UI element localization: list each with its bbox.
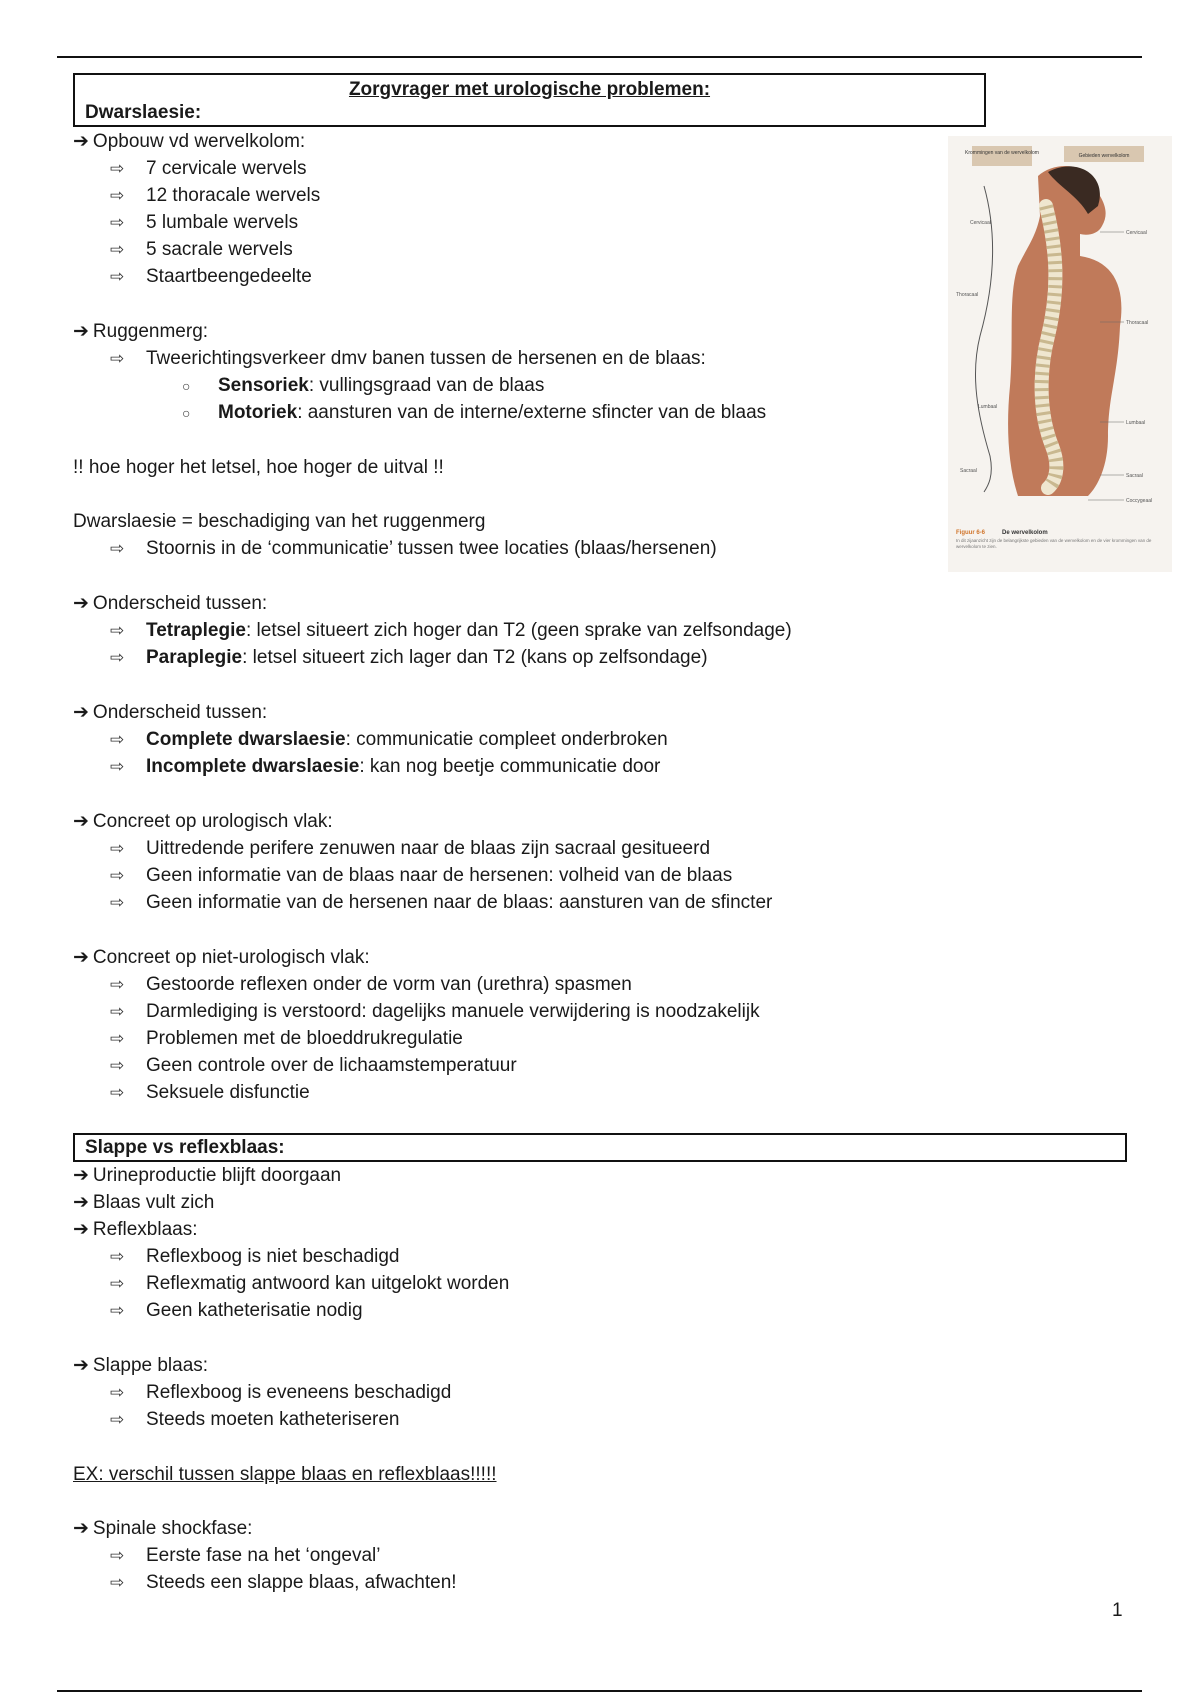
list-item: ⇨ Reflexmatig antwoord kan uitgelokt worden xyxy=(110,1270,509,1297)
arrow-right-icon: ➔ xyxy=(73,702,89,723)
list-heading: ➔ Concreet op niet-urologisch vlak: xyxy=(73,947,370,968)
caption-title: De wervelkolom xyxy=(1002,530,1048,536)
arrow-right-icon: ➔ xyxy=(73,1192,89,1213)
list-item: ⇨ Uittredende perifere zenuwen naar de blaas zijn sacraal gesitueerd xyxy=(110,835,710,862)
section-heading: Slappe vs reflexblaas: xyxy=(85,1137,285,1158)
arrow-bullet-icon: ⇨ xyxy=(110,1383,125,1402)
arrow-bullet-icon: ⇨ xyxy=(110,1274,125,1293)
list-item: ⇨ Tetraplegie: letsel situeert zich hoger dan T2 (geen sprake van zelfsondage) xyxy=(110,617,792,644)
list-item: ⇨ Steeds moeten katheteriseren xyxy=(110,1406,400,1433)
list-heading: ➔ Reflexblaas: xyxy=(73,1219,198,1240)
arrow-right-icon: ➔ xyxy=(73,811,89,832)
arrow-right-icon: ➔ xyxy=(73,1165,89,1186)
list-item: ⇨ Geen informatie van de hersenen naar de blaas: aansturen van de sfincter xyxy=(110,889,772,916)
list-item: ⇨ 5 sacrale wervels xyxy=(110,236,293,263)
definition-text: Dwarslaesie = beschadiging van het ruggenmerg xyxy=(73,511,486,532)
list-item: ⇨ Seksuele disfunctie xyxy=(110,1079,310,1106)
list-item: ⇨ Paraplegie: letsel situeert zich lager dan T2 (kans op zelfsondage) xyxy=(110,644,708,671)
arrow-right-icon: ➔ xyxy=(73,131,89,152)
list-item: ⇨ 12 thoracale wervels xyxy=(110,182,320,209)
list-item: ⇨ Problemen met de bloeddrukregulatie xyxy=(110,1025,463,1052)
exam-note: EX: verschil tussen slappe blaas en reflexblaas!!!!! xyxy=(73,1464,497,1485)
figure-label-box xyxy=(972,146,1032,166)
arrow-bullet-icon: ⇨ xyxy=(110,1247,125,1266)
list-item: ⇨ Staartbeengedeelte xyxy=(110,263,312,290)
arrow-bullet-icon: ⇨ xyxy=(110,866,125,885)
arrow-bullet-icon: ⇨ xyxy=(110,1410,125,1429)
list-item: ⇨ Eerste fase na het ‘ongeval’ xyxy=(110,1542,381,1569)
list-item: ⇨ Reflexboog is eveneens beschadigd xyxy=(110,1379,451,1406)
list-item: ⇨ Geen informatie van de blaas naar de hersenen: volheid van de blaas xyxy=(110,862,732,889)
top-rule xyxy=(57,56,1142,58)
list-item: ⇨ Gestoorde reflexen onder de vorm van (urethra) spasmen xyxy=(110,971,632,998)
arrow-right-icon: ➔ xyxy=(73,593,89,614)
region-label: Thoracaal xyxy=(1126,320,1149,326)
circle-bullet-icon: ○ xyxy=(182,405,191,421)
list-item: ⇨ Geen katheterisatie nodig xyxy=(110,1297,363,1324)
curve-label: Lumbaal xyxy=(978,404,998,410)
arrow-bullet-icon: ⇨ xyxy=(110,975,125,994)
arrow-right-icon: ➔ xyxy=(73,1219,89,1240)
arrow-right-icon: ➔ xyxy=(73,1355,89,1376)
list-item: ⇨ 5 lumbale wervels xyxy=(110,209,298,236)
list-item: ⇨ Reflexboog is niet beschadigd xyxy=(110,1243,400,1270)
list-heading: ➔ Onderscheid tussen: xyxy=(73,702,268,723)
list-heading: ➔ Spinale shockfase: xyxy=(73,1518,253,1539)
page-title: Zorgvrager met urologische problemen: xyxy=(348,79,711,100)
arrow-bullet-icon: ⇨ xyxy=(110,1056,125,1075)
arrow-right-icon: ➔ xyxy=(73,947,89,968)
arrow-bullet-icon: ⇨ xyxy=(110,1301,125,1320)
spine-figure xyxy=(948,136,1172,572)
arrow-bullet-icon: ⇨ xyxy=(110,893,125,912)
list-item: ⇨ 7 cervicale wervels xyxy=(110,155,307,182)
curve-label: Thoracaal xyxy=(956,292,979,298)
arrow-bullet-icon: ⇨ xyxy=(110,839,125,858)
section-heading: Dwarslaesie: xyxy=(85,102,202,123)
list-subitem: ○ Sensoriek: vullingsgraad van de blaas xyxy=(182,372,544,399)
list-heading: ➔ Ruggenmerg: xyxy=(73,321,209,342)
arrow-bullet-icon: ⇨ xyxy=(110,757,125,776)
arrow-bullet-icon: ⇨ xyxy=(110,186,125,205)
region-label: Sacraal xyxy=(1126,473,1143,479)
arrow-bullet-icon: ⇨ xyxy=(110,1029,125,1048)
arrow-bullet-icon: ⇨ xyxy=(110,1002,125,1021)
bottom-rule xyxy=(57,1690,1142,1692)
arrow-bullet-icon: ⇨ xyxy=(110,539,125,558)
page-number: 1 xyxy=(1112,1600,1123,1621)
caption-number: Figuur 6-6 xyxy=(956,530,986,536)
arrow-bullet-icon: ⇨ xyxy=(110,1573,125,1592)
arrow-bullet-icon: ⇨ xyxy=(110,240,125,259)
list-item: ⇨ Complete dwarslaesie: communicatie compleet onderbroken xyxy=(110,726,668,753)
arrow-bullet-icon: ⇨ xyxy=(110,1083,125,1102)
title-box xyxy=(73,73,986,127)
list-heading: ➔ Onderscheid tussen: xyxy=(73,593,268,614)
arrow-right-icon: ➔ xyxy=(73,1518,89,1539)
arrow-bullet-icon: ⇨ xyxy=(110,267,125,286)
arrow-bullet-icon: ⇨ xyxy=(110,159,125,178)
list-item: ⇨ Darmlediging is verstoord: dagelijks manuele verwijdering is noodzakelijk xyxy=(110,998,760,1025)
arrow-bullet-icon: ⇨ xyxy=(110,1546,125,1565)
circle-bullet-icon: ○ xyxy=(182,378,191,394)
curve-label: Cervicaal xyxy=(970,220,991,226)
caption-text: In dit zijaanzicht zijn de belangrijkste gebieden van de wervelkolom en de vier krommingen van de wervelkolom te zien. xyxy=(956,538,1152,549)
list-item: ⇨ Stoornis in de ‘communicatie’ tussen twee locaties (blaas/hersenen) xyxy=(110,535,717,562)
list-heading: ➔ Slappe blaas: xyxy=(73,1355,209,1376)
list-item: ⇨ Steeds een slappe blaas, afwachten! xyxy=(110,1569,457,1596)
list-heading: ➔ Blaas vult zich xyxy=(73,1192,215,1213)
list-heading: ➔ Urineproductie blijft doorgaan xyxy=(73,1165,342,1186)
figure-label-left: Krommingen van de wervelkolom xyxy=(965,150,1039,156)
list-item: ⇨ Incomplete dwarslaesie: kan nog beetje communicatie door xyxy=(110,753,660,780)
arrow-bullet-icon: ⇨ xyxy=(110,349,125,368)
region-label: Coccygeaal xyxy=(1126,498,1153,504)
list-heading: ➔ Opbouw vd wervelkolom: xyxy=(73,131,306,152)
arrow-bullet-icon: ⇨ xyxy=(110,621,125,640)
list-item: ⇨ Tweerichtingsverkeer dmv banen tussen de hersenen en de blaas: xyxy=(110,345,706,372)
arrow-right-icon: ➔ xyxy=(73,321,89,342)
section-box xyxy=(73,1133,1127,1162)
warning-text: !! hoe hoger het letsel, hoe hoger de uitval !! xyxy=(73,457,444,478)
curve-label: Sacraal xyxy=(960,468,977,474)
arrow-bullet-icon: ⇨ xyxy=(110,648,125,667)
figure-label-right: Gebieden wervelkolom xyxy=(1078,153,1130,159)
caption-text-wrap xyxy=(956,538,1168,568)
region-label: Lumbaal xyxy=(1126,420,1146,426)
list-heading: ➔ Concreet op urologisch vlak: xyxy=(73,811,333,832)
arrow-bullet-icon: ⇨ xyxy=(110,730,125,749)
arrow-bullet-icon: ⇨ xyxy=(110,213,125,232)
list-subitem: ○ Motoriek: aansturen van de interne/externe sfincter van de blaas xyxy=(182,399,766,426)
list-item: ⇨ Geen controle over de lichaamstemperatuur xyxy=(110,1052,517,1079)
region-label: Cervicaal xyxy=(1126,230,1147,236)
